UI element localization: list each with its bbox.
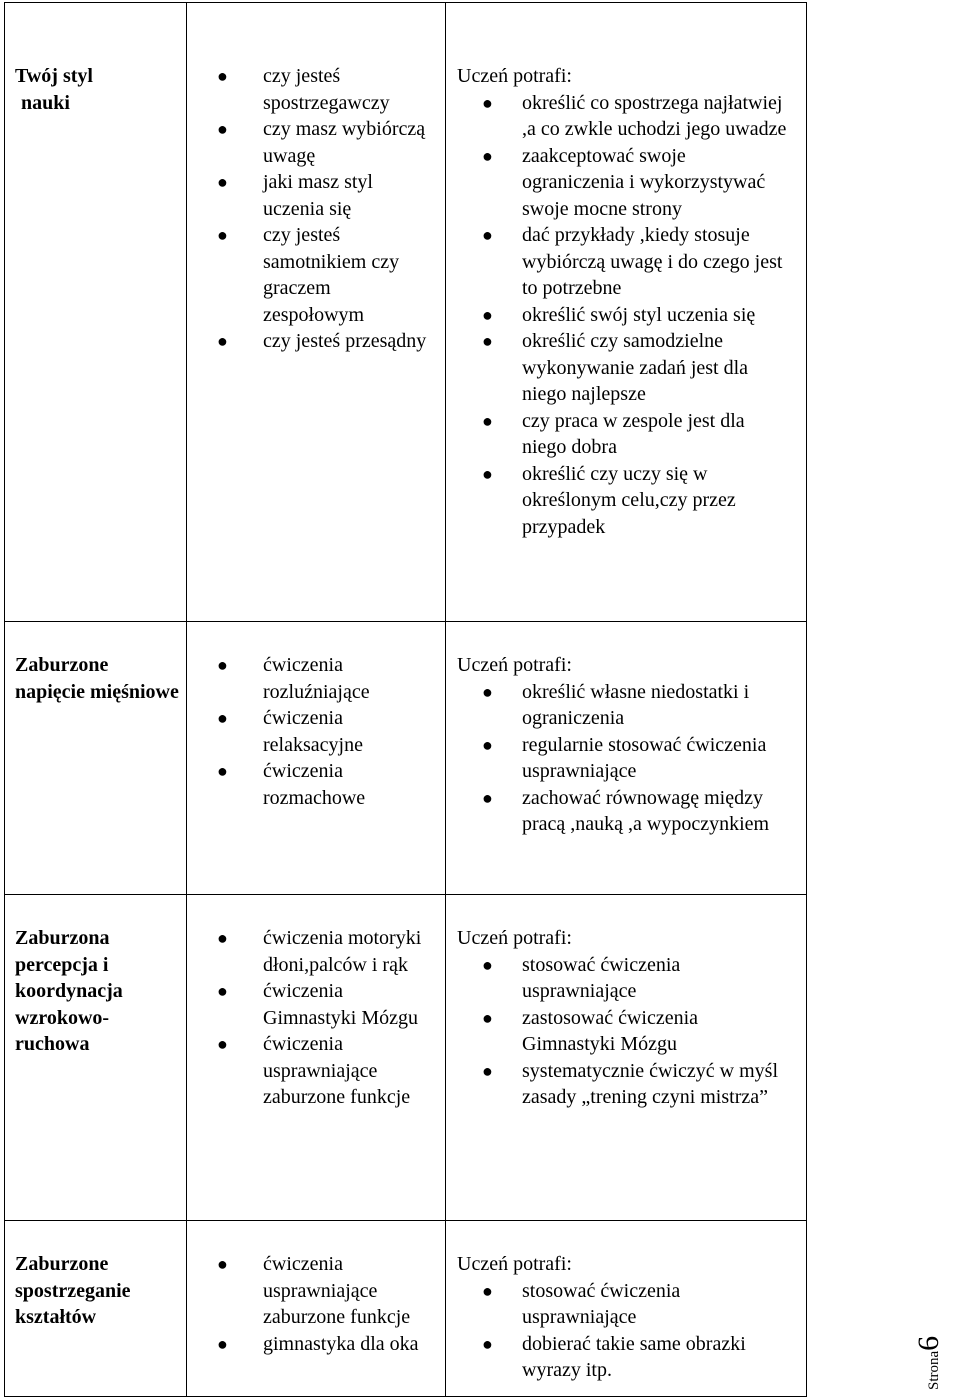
bullet-icon: ● [217,66,228,86]
category-label: Zaburzone spostrzeganie kształtów [15,1253,131,1328]
list-item: ● zastosować ćwiczenia Gimnastyki Mózgu [482,1006,699,1055]
list-item: ● czy jesteś samotnikiem czy graczem zespołowym [217,224,400,326]
bullet-icon: ● [482,92,493,113]
bullet-icon: ● [217,119,228,139]
table-row [5,895,807,1221]
bullet-list [446,90,806,541]
list-item: ● określić co spostrzega najłatwiej ,a co zwkle uchodzi jego uwadze [482,91,787,140]
bullet-list [446,679,806,838]
page-label: Strona [926,1350,942,1390]
table-row [5,1221,807,1397]
table-row [5,622,807,895]
bullet-icon: ● [217,331,228,351]
list-item: ● dobierać takie same obrazki wyrazy itp. [482,1332,746,1381]
outcomes-cell [446,1221,807,1397]
items-cell [187,1221,446,1397]
page-number [912,1336,946,1390]
bullet-icon: ● [482,1060,493,1081]
bullet-icon: ● [482,304,493,325]
bullet-icon: ● [217,1034,228,1054]
list-item: ● czy masz wybiórczą uwagę [217,118,426,167]
bullet-icon: ● [217,708,228,728]
list-item: ● ćwiczenia Gimnastyki Mózgu [217,980,418,1029]
list-item: ● zaakceptować swoje ograniczenia i wykorzystywać swoje mocne strony [482,144,766,220]
bullet-icon: ● [217,172,228,192]
items-cell [187,3,446,622]
list-item: ● określić czy uczy się w określonym celu,czy przez przypadek [482,462,736,538]
list-item: ● określić swój styl uczenia się [446,302,806,329]
list-item: ● systematycznie ćwiczyć w myśl zasady „trening czyni mistrza” [482,1059,779,1108]
bullet-icon: ● [482,225,493,245]
list-item: ● ćwiczenia rozluźniające [217,654,370,703]
bullet-list [446,1278,806,1384]
bullet-icon: ● [482,787,493,808]
category-line: Twój styl [15,65,93,87]
outcomes-heading: Uczeń potrafi: [457,65,572,87]
bullet-list [187,63,445,355]
list-item: ● określić czy samodzielne wykonywanie zadań jest dla niego najlepsze [482,330,749,405]
category-label: Zaburzona percepcja i koordynacja wzrokowo-ruchowa [15,927,123,1055]
bullet-list [187,652,445,811]
list-item: ● ćwiczenia motoryki dłoni,palców i rąk [217,927,422,976]
list-item: ● określić własne niedostatki i ograniczenia [482,680,750,729]
list-item: ● ćwiczenia usprawniające zaburzone funkcje [217,1033,411,1108]
items-cell [187,895,446,1221]
list-item: ● czy jesteś przesądny [187,328,445,355]
page-footer [912,1300,958,1390]
bullet-icon: ● [482,410,493,431]
bullet-icon: ● [482,331,493,351]
bullet-list [446,952,806,1111]
list-item: ● czy jesteś spostrzegawczy [217,65,390,114]
bullet-icon: ● [482,145,493,166]
outcomes-heading: Uczeń potrafi: [457,927,572,949]
bullet-icon: ● [482,681,493,702]
list-item: ● regularnie stosować ćwiczenia usprawniające [482,733,767,782]
bullet-icon: ● [217,761,228,781]
bullet-icon: ● [217,928,228,948]
list-item: ● zachować równowagę między pracą ,nauką ,a wypoczynkiem [482,786,770,835]
list-item: ● ćwiczenia rozmachowe [217,760,366,809]
list-item: ● ćwiczenia relaksacyjne [217,707,363,756]
curriculum-table [4,2,807,1397]
list-item: ● ćwiczenia usprawniające zaburzone funkcje [217,1253,411,1328]
bullet-icon: ● [217,225,228,245]
bullet-icon: ● [482,1333,493,1354]
list-item: ● czy praca w zespole jest dla niego dobra [482,409,745,458]
category-line: nauki [21,91,70,114]
outcomes-cell [446,622,807,895]
category-cell [5,3,187,622]
outcomes-cell [446,895,807,1221]
outcomes-heading: Uczeń potrafi: [457,654,572,676]
page-number-value: 6 [912,1335,945,1351]
outcomes-cell [446,3,807,622]
bullet-icon: ● [482,734,493,755]
list-item: ● jaki masz styl uczenia się [217,171,373,220]
list-item: ● stosować ćwiczenia usprawniające [482,1279,681,1328]
category-label [5,3,186,116]
bullet-icon: ● [482,1280,493,1301]
bullet-icon: ● [482,954,493,975]
bullet-icon: ● [217,655,228,675]
list-item: ● dać przykłady ,kiedy stosuje wybiórczą uwagę i do czego jest to potrzebne [482,224,783,299]
table-row [5,3,807,622]
bullet-icon: ● [217,1254,228,1274]
list-item: ● gimnastyka dla oka [187,1331,445,1358]
category-label: Zaburzone napięcie mięśniowe [15,654,179,703]
bullet-list [187,1251,445,1357]
outcomes-heading: Uczeń potrafi: [457,1253,572,1275]
bullet-icon: ● [217,981,228,1001]
category-cell [5,1221,187,1397]
bullet-icon: ● [482,463,493,484]
list-item: ● stosować ćwiczenia usprawniające [482,953,681,1002]
category-cell [5,622,187,895]
bullet-icon: ● [482,1007,493,1028]
items-cell [187,622,446,895]
bullet-icon: ● [217,1333,228,1354]
bullet-list [187,925,445,1111]
category-cell [5,895,187,1221]
